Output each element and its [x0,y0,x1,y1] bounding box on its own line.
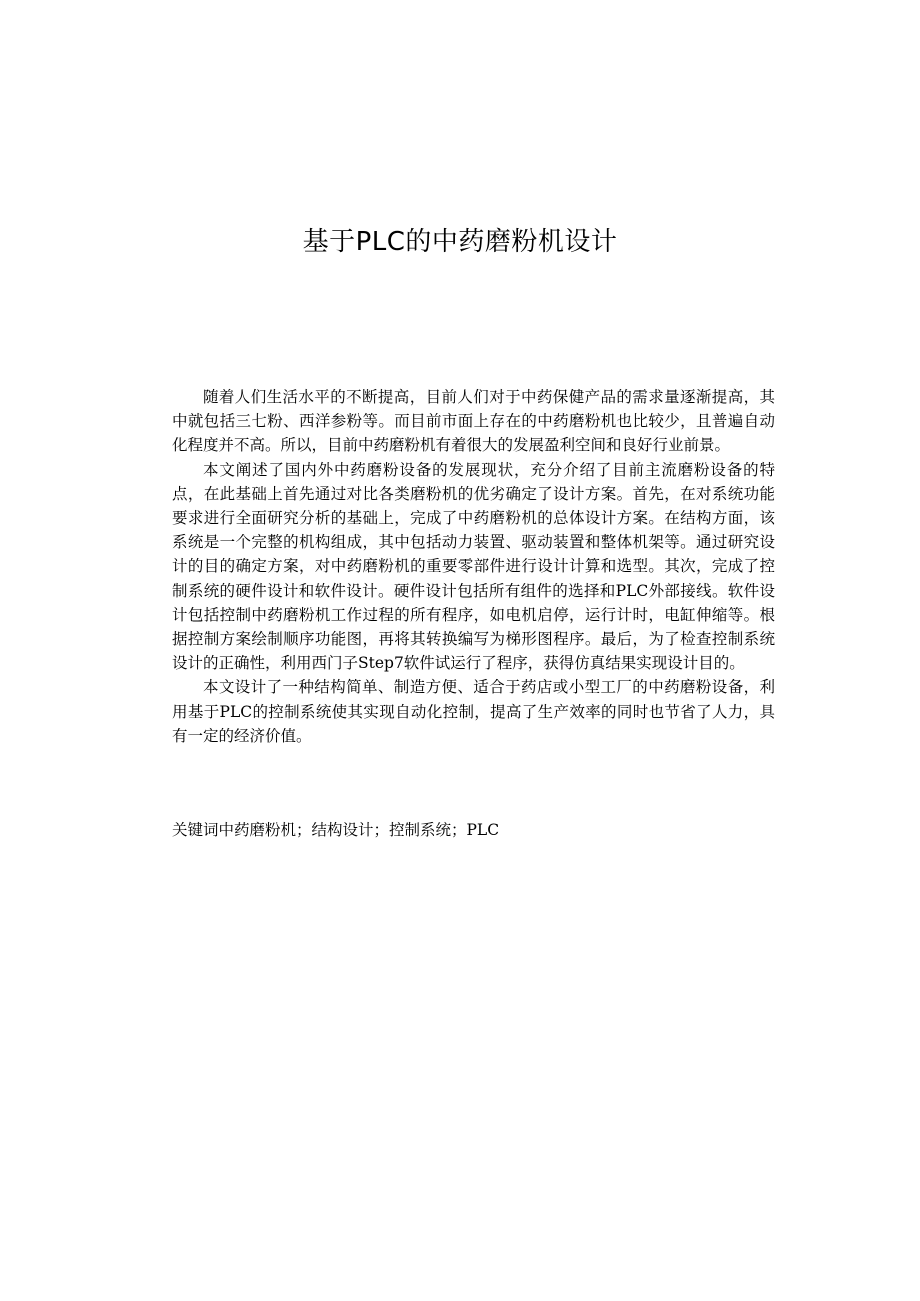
keywords-line: 关键词中药磨粉机；结构设计；控制系统；PLC [172,821,500,839]
abstract-paragraph-2: 本文阐述了国内外中药磨粉设备的发展现状，充分介绍了目前主流磨粉设备的特点，在此基础上首先通过对比各类磨粉机的优劣确定了设计方案。首先，在对系统功能要求进行全面研究分析的基础上，完成了中药磨粉机的总体设计方案。在结构方面，该系统是一个完整的机构组成，其中包括动力装置、驱动装置和整体机架等。通过研究设计的目的确定方案，对中药磨粉机的重要零部件进行设计计算和选型。其次，完成了控制系统的硬件设计和软件设计。硬件设计包括所有组件的选择和PLC外部接线。软件设计包括控制中药磨粉机工作过程的所有程序，如电机启停，运行计时，电缸伸缩等。根据控制方案绘制顺序功能图，再将其转换编写为梯形图程序。最后，为了检查控制系统设计的正确性，利用西门子Step7软件试运行了程序，获得仿真结果实现设计目的。 [172,460,775,673]
abstract-paragraph-3: 本文设计了一种结构简单、制造方便、适合于药店或小型工厂的中药磨粉设备，利用基于PLC的控制系统使其实现自动化控制，提高了生产效率的同时也节省了人力，具有一定的经济价值。 [172,678,775,745]
abstract-body [172,385,775,748]
page-title: 基于PLC的中药磨粉机设计 [302,227,618,257]
abstract-paragraph-1: 随着人们生活水平的不断提高，目前人们对于中药保健产品的需求量逐渐提高，其中就包括三七粉、西洋参粉等。而目前市面上存在的中药磨粉机也比较少，且普遍自动化程度并不高。所以，目前中药磨粉机有着很大的发展盈利空间和良好行业前景。 [172,388,775,455]
